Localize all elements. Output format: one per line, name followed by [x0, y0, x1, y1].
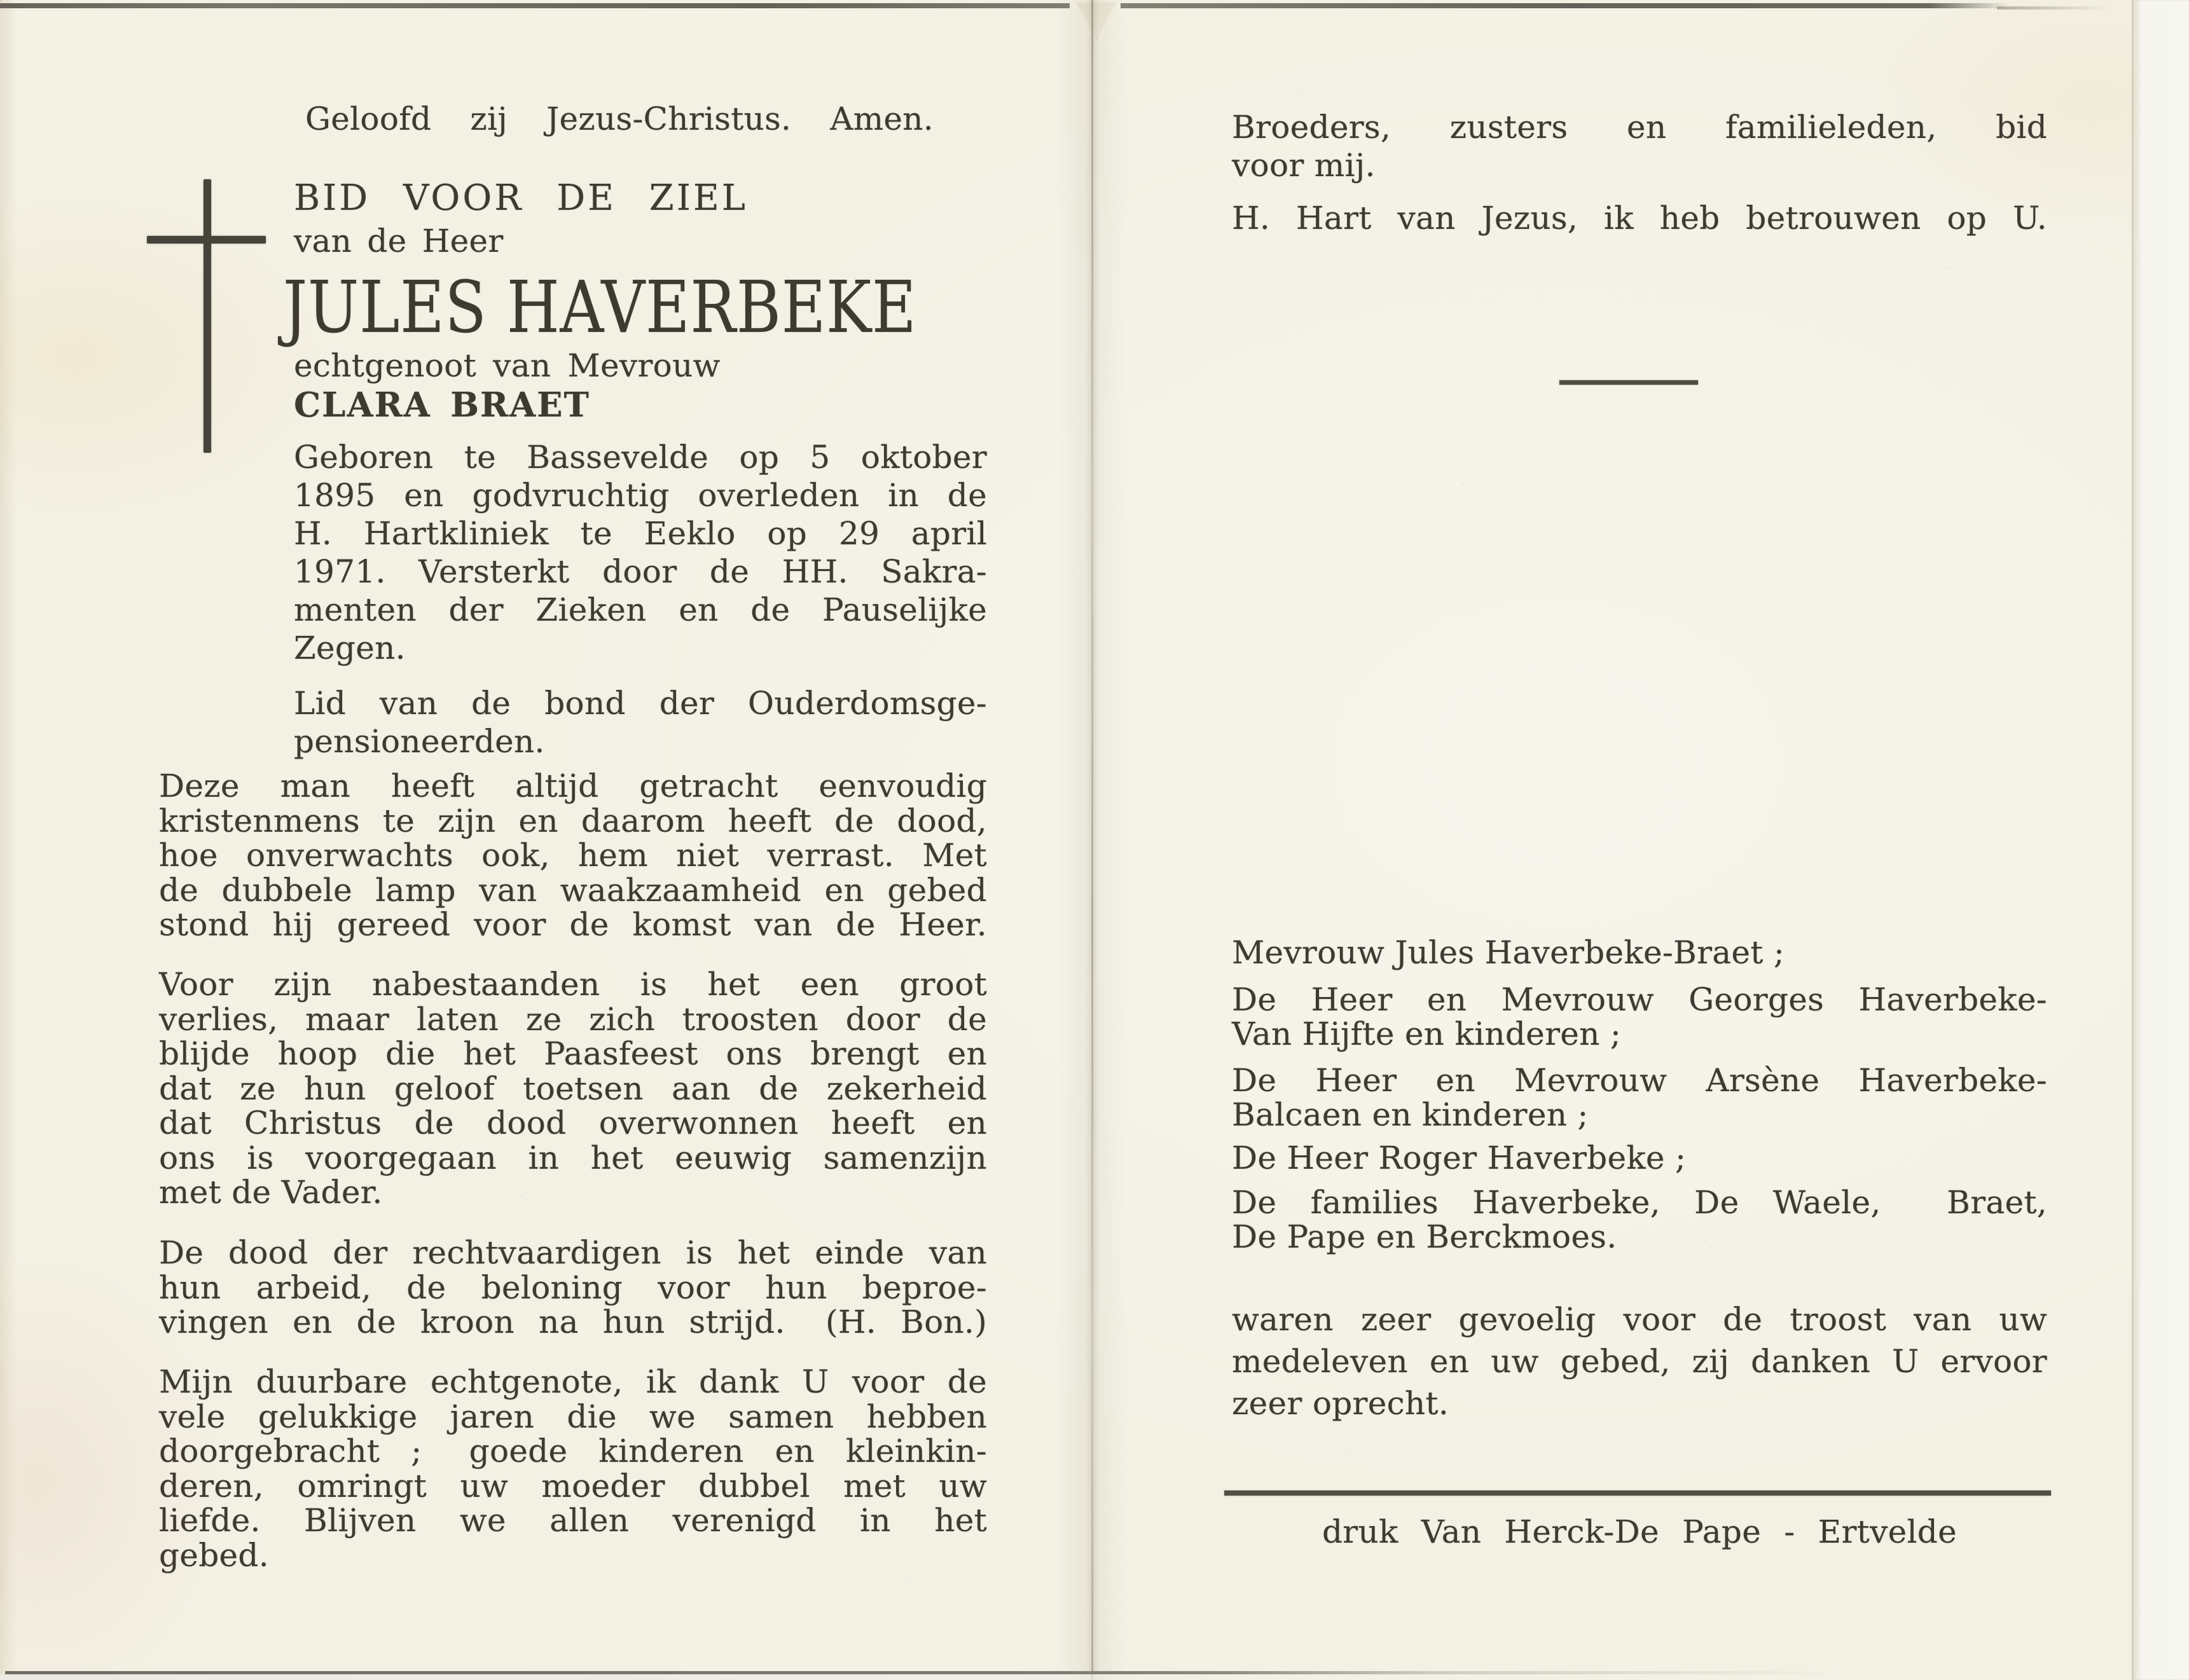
family-entry-2	[1232, 982, 2047, 1051]
text-line: dat Christus de dood overwonnen heeft en	[159, 1105, 987, 1141]
text-line: met de Vader.	[159, 1174, 383, 1211]
text-line: de dubbele lamp van waakzaamheid en gebed	[159, 871, 987, 909]
text-line: Balcaen en kinderen ;	[1232, 1096, 1589, 1133]
text-line: ons is voorgegaan in het eeuwig samenzijn	[159, 1139, 987, 1176]
family-entry-3	[1232, 1063, 2047, 1132]
text-line: Zegen.	[294, 630, 406, 666]
appeal-block	[1232, 108, 2047, 184]
text-line: Voor zijn nabestaanden is het een groot	[159, 966, 987, 1003]
text-line: deren, omringt uw moeder dubbel met uw	[159, 1467, 987, 1504]
text-line: waren zeer gevoelig voor de troost van uw	[1232, 1301, 2047, 1338]
text-line: H. Hartkliniek te Eeklo op 29 april	[294, 515, 987, 552]
text-line: pensioneerden.	[294, 723, 545, 760]
text-line: liefde. Blijven we allen verenigd in het	[159, 1502, 987, 1539]
spouse-intro: echtgenoot van Mevrouw	[294, 347, 721, 384]
text-line: De dood der rechtvaardigen is het einde van	[159, 1234, 987, 1271]
paper-speckles	[0, 0, 1, 1]
text-line: gebed.	[159, 1536, 269, 1574]
text-line: Mevrouw Jules Haverbeke-Braet ;	[1232, 934, 1785, 971]
text-line: blijde hoop die het Paasfeest ons brengt en	[159, 1035, 987, 1072]
biography-block	[294, 438, 987, 667]
membership-block	[294, 684, 987, 761]
thanks-block	[1232, 1298, 2047, 1424]
deceased-honorific: van de Heer	[294, 223, 504, 259]
cross-horizontal-bar	[147, 236, 266, 244]
text-line: vele gelukkige jaren die we samen hebben	[159, 1398, 987, 1435]
scan-right-edge	[2132, 0, 2189, 1680]
eulogy-paragraph-1	[159, 769, 987, 942]
text-line: De Heer Roger Haverbeke ;	[1232, 1140, 1687, 1176]
cross-icon	[147, 179, 268, 454]
separator-dash	[1559, 380, 1698, 385]
prayer-title: BID VOOR DE ZIEL	[294, 177, 748, 219]
printer-line: druk Van Herck-De Pape - Ertvelde	[1322, 1513, 1957, 1550]
cross-vertical-bar	[204, 179, 211, 453]
eulogy-paragraph-3	[159, 1236, 987, 1340]
family-entry-4	[1232, 1141, 2047, 1175]
family-entry-1	[1232, 935, 2047, 970]
eulogy-paragraph-4	[159, 1365, 987, 1573]
fold-crease-line	[1091, 0, 1093, 1680]
scan-top-edge	[0, 3, 2010, 8]
text-line: Mijn duurbare echtgenote, ik dank U voor de	[159, 1363, 987, 1400]
scan-bottom-background	[0, 1674, 1259, 1680]
text-line: Van Hijfte en kinderen ;	[1232, 1016, 1622, 1052]
text-line: zeer oprecht.	[1232, 1385, 1449, 1422]
text-line: Geboren te Bassevelde op 5 oktober	[294, 439, 987, 476]
text-line: vingen en de kroon na hun strijd. (H. Bon.)	[159, 1304, 987, 1340]
text-line: doorgebracht ; goede kinderen en kleinkin-	[159, 1433, 987, 1470]
text-line: verlies, maar laten ze zich troosten door de	[159, 1000, 987, 1038]
text-line: hun arbeid, de beloning voor hun beproe-	[159, 1269, 987, 1306]
family-entry-5	[1232, 1185, 2047, 1254]
spouse-name: CLARA BRAET	[294, 385, 590, 425]
text-line: Broeders, zusters en familieleden, bid	[1232, 109, 2047, 146]
devotion-line: H. Hart van Jezus, ik heb betrouwen op U.	[1232, 200, 2047, 237]
text-line: voor mij.	[1232, 147, 1376, 184]
invocation-line: Geloofd zij Jezus-Christus. Amen.	[305, 100, 934, 137]
text-line: 1895 en godvruchtig overleden in de	[294, 477, 987, 514]
text-line: medeleven en uw gebed, zij danken U ervoor	[1232, 1343, 2047, 1380]
scan-top-edge-faint	[1997, 6, 2111, 10]
text-line: menten der Zieken en de Pauselijke	[294, 591, 987, 628]
text-line: hoe onverwachts ook, hem niet verrast. Met	[159, 837, 987, 874]
footer-rule	[1224, 1491, 2051, 1496]
text-line: De families Haverbeke, De Waele, Braet,	[1232, 1184, 2047, 1221]
eulogy-paragraph-2	[159, 967, 987, 1210]
text-line: stond hij gereed voor de komst van de Heer.	[159, 906, 987, 943]
deceased-name: JULES HAVERBEKE	[283, 266, 917, 349]
text-line: Deze man heeft altijd getracht eenvoudig	[159, 768, 987, 804]
text-line: dat ze hun geloof toetsen aan de zekerheid	[159, 1070, 987, 1107]
text-line: 1971. Versterkt door de HH. Sakra-	[294, 553, 987, 590]
text-line: Lid van de bond der Ouderdomsge-	[294, 685, 987, 722]
text-line: De Heer en Mevrouw Georges Haverbeke-	[1232, 981, 2047, 1018]
text-line: De Heer en Mevrouw Arsène Haverbeke-	[1232, 1062, 2047, 1099]
text-line: De Pape en Berckmoes.	[1232, 1218, 1617, 1255]
text-line: kristenmens te zijn en daarom heeft de dood,	[159, 802, 987, 839]
